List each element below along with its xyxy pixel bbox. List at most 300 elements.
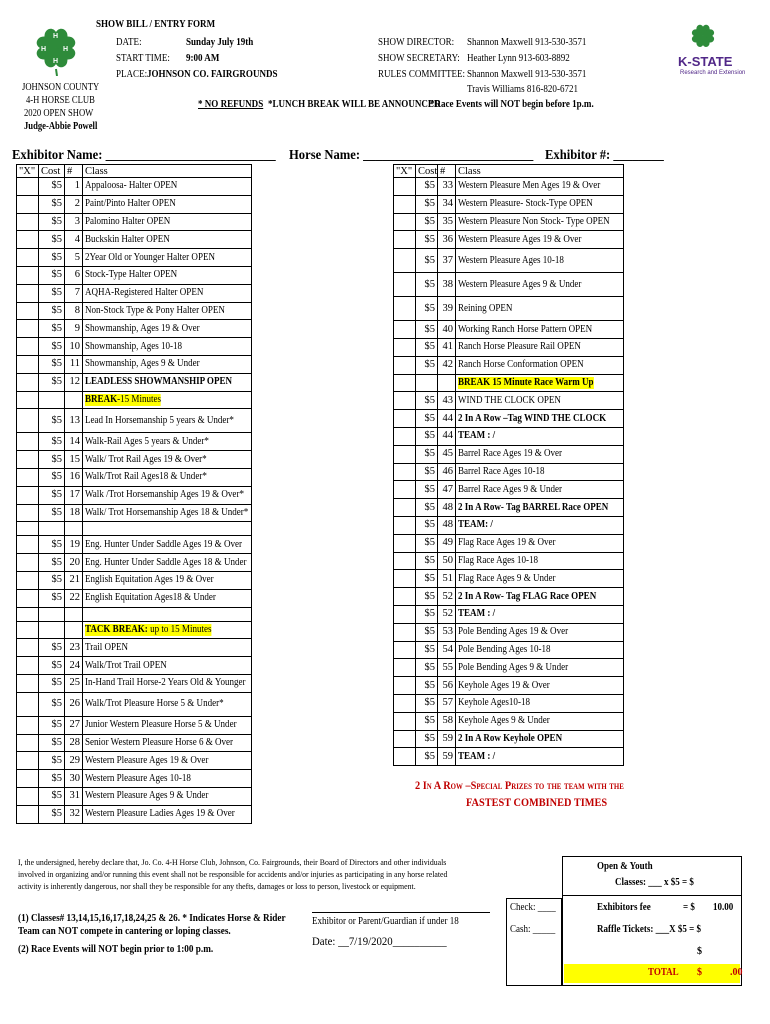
table-row bbox=[394, 605, 624, 623]
class-name bbox=[456, 374, 624, 392]
class-number: 3 bbox=[65, 213, 83, 231]
class-label: TEAM: / bbox=[458, 519, 493, 531]
table-row bbox=[394, 481, 624, 499]
classes-line[interactable]: Classes: ___ x $5 = $ bbox=[615, 877, 694, 888]
entry-checkbox[interactable] bbox=[394, 694, 416, 712]
table-row bbox=[394, 499, 624, 517]
class-cost: $5 bbox=[39, 284, 65, 302]
table-row bbox=[17, 554, 252, 572]
class-label: Eng. Hunter Under Saddle Ages 19 & Over bbox=[85, 538, 242, 550]
class-label: Western Pleasure Ages 9 & Under bbox=[85, 790, 209, 802]
signature-label: Exhibitor or Parent/Guardian if under 18 bbox=[312, 916, 459, 927]
class-cost bbox=[39, 607, 65, 621]
class-cost: $5 bbox=[416, 249, 438, 273]
special-prizes-line-1: 2 In A Row –Special Prizes to the team with the bbox=[415, 778, 624, 792]
entry-checkbox[interactable] bbox=[17, 522, 39, 536]
class-number: 52 bbox=[438, 605, 456, 623]
class-name bbox=[83, 284, 252, 302]
class-name bbox=[456, 552, 624, 570]
table-row bbox=[17, 468, 252, 486]
entry-checkbox[interactable] bbox=[394, 374, 416, 392]
class-name bbox=[456, 463, 624, 481]
entry-checkbox[interactable] bbox=[17, 674, 39, 692]
table-row bbox=[394, 321, 624, 339]
class-cost: $5 bbox=[416, 534, 438, 552]
entry-checkbox[interactable] bbox=[17, 433, 39, 451]
class-number: 13 bbox=[65, 409, 83, 433]
entry-checkbox[interactable] bbox=[17, 284, 39, 302]
table-row bbox=[17, 657, 252, 675]
class-name bbox=[83, 607, 252, 621]
class-cost: $5 bbox=[416, 297, 438, 321]
class-label: WIND THE CLOCK OPEN bbox=[458, 394, 561, 406]
entry-checkbox[interactable] bbox=[17, 320, 39, 338]
class-number: 48 bbox=[438, 516, 456, 534]
class-number: 57 bbox=[438, 694, 456, 712]
class-name bbox=[83, 391, 252, 409]
class-label: BREAK-15 Minutes bbox=[85, 393, 162, 405]
class-name bbox=[83, 674, 252, 692]
entry-checkbox[interactable] bbox=[17, 716, 39, 734]
table-row bbox=[394, 463, 624, 481]
class-name bbox=[456, 213, 624, 231]
class-name bbox=[456, 481, 624, 499]
entry-checkbox[interactable] bbox=[17, 338, 39, 356]
class-name bbox=[456, 730, 624, 748]
entry-checkbox[interactable] bbox=[17, 486, 39, 504]
class-name bbox=[83, 589, 252, 607]
class-cost: $5 bbox=[416, 659, 438, 677]
class-cost: $5 bbox=[39, 805, 65, 823]
class-label: Appaloosa- Halter OPEN bbox=[85, 180, 178, 192]
class-label: Pole Bending Ages 19 & Over bbox=[458, 626, 569, 638]
table-row bbox=[17, 249, 252, 267]
class-label: Eng. Hunter Under Saddle Ages 18 & Under bbox=[85, 556, 247, 568]
class-name bbox=[456, 659, 624, 677]
class-number: 30 bbox=[65, 770, 83, 788]
class-label: Walk/ Trot Rail Ages 19 & Over* bbox=[85, 453, 207, 465]
entry-checkbox[interactable] bbox=[17, 451, 39, 469]
form-title: SHOW BILL / ENTRY FORM bbox=[96, 19, 216, 30]
entry-checkbox[interactable] bbox=[17, 302, 39, 320]
class-cost: $5 bbox=[416, 273, 438, 297]
no-refunds: * NO REFUNDS bbox=[198, 99, 264, 110]
entry-checkbox[interactable] bbox=[17, 554, 39, 572]
rules-value-1: Shannon Maxwell 913-530-3571 bbox=[467, 69, 587, 80]
class-number: 10 bbox=[65, 338, 83, 356]
exhibitors-fee-value: 10.00 bbox=[713, 902, 734, 913]
class-label: Senior Western Pleasure Horse 6 & Over bbox=[85, 736, 234, 748]
entry-checkbox[interactable] bbox=[17, 787, 39, 805]
col-cost-header: Cost bbox=[39, 165, 65, 178]
entry-checkbox[interactable] bbox=[17, 468, 39, 486]
entry-checkbox[interactable] bbox=[17, 589, 39, 607]
entry-checkbox[interactable] bbox=[394, 516, 416, 534]
entry-checkbox[interactable] bbox=[17, 504, 39, 522]
class-label: TACK BREAK: up to 15 Minutes bbox=[85, 623, 212, 635]
entry-checkbox[interactable] bbox=[394, 677, 416, 695]
entry-checkbox[interactable] bbox=[17, 391, 39, 409]
col-num-header: # bbox=[65, 165, 83, 178]
class-cost: $5 bbox=[39, 486, 65, 504]
class-label: 2Year Old or Younger Halter OPEN bbox=[85, 251, 216, 263]
class-name bbox=[83, 451, 252, 469]
entry-checkbox[interactable] bbox=[394, 748, 416, 766]
entry-checkbox[interactable] bbox=[394, 195, 416, 213]
table-row bbox=[394, 195, 624, 213]
class-label: Non-Stock Type & Pony Halter OPEN bbox=[85, 304, 225, 316]
class-cost: $5 bbox=[416, 552, 438, 570]
entry-checkbox[interactable] bbox=[17, 734, 39, 752]
kstate-clover-logo-icon bbox=[686, 22, 720, 52]
raffle-line[interactable]: Raffle Tickets: ___X $5 = $ bbox=[597, 924, 702, 935]
class-number: 6 bbox=[65, 266, 83, 284]
entry-checkbox[interactable] bbox=[17, 266, 39, 284]
class-cost: $5 bbox=[39, 787, 65, 805]
class-label: Paint/Pinto Halter OPEN bbox=[85, 198, 176, 210]
class-cost: $5 bbox=[416, 410, 438, 428]
entry-checkbox[interactable] bbox=[394, 552, 416, 570]
entry-checkbox[interactable] bbox=[17, 355, 39, 373]
class-name bbox=[456, 445, 624, 463]
table-row bbox=[394, 273, 624, 297]
entry-checkbox[interactable] bbox=[394, 231, 416, 249]
class-number: 33 bbox=[438, 178, 456, 196]
class-name bbox=[83, 716, 252, 734]
class-label: 2 In A Row- Tag FLAG Race OPEN bbox=[458, 590, 597, 602]
director-label: SHOW DIRECTOR: bbox=[378, 37, 455, 48]
class-number: 24 bbox=[65, 657, 83, 675]
table-row bbox=[394, 730, 624, 748]
class-label: Western Pleasure Ladies Ages 19 & Over bbox=[85, 808, 235, 820]
table-row bbox=[394, 659, 624, 677]
entry-checkbox[interactable] bbox=[394, 499, 416, 517]
class-label: Buckskin Halter OPEN bbox=[85, 233, 170, 245]
class-number: 39 bbox=[438, 297, 456, 321]
class-number: 5 bbox=[65, 249, 83, 267]
table-row bbox=[17, 674, 252, 692]
class-cost: $5 bbox=[39, 355, 65, 373]
rules-label: RULES COMMITTEE: bbox=[378, 69, 466, 80]
class-cost: $5 bbox=[416, 748, 438, 766]
entry-checkbox[interactable] bbox=[394, 605, 416, 623]
entry-checkbox[interactable] bbox=[394, 392, 416, 410]
entry-checkbox[interactable] bbox=[394, 338, 416, 356]
entry-checkbox[interactable] bbox=[394, 410, 416, 428]
table-row bbox=[394, 677, 624, 695]
class-name bbox=[456, 677, 624, 695]
class-number: 26 bbox=[65, 692, 83, 716]
class-cost: $5 bbox=[416, 499, 438, 517]
class-name bbox=[83, 522, 252, 536]
table-row bbox=[17, 284, 252, 302]
class-name bbox=[456, 712, 624, 730]
class-label: Western Pleasure Ages 9 & Under bbox=[458, 278, 582, 290]
table-row bbox=[394, 445, 624, 463]
class-cost: $5 bbox=[416, 641, 438, 659]
class-label: Western Pleasure Ages 10-18 bbox=[458, 254, 564, 266]
class-label: Junior Western Pleasure Horse 5 & Under bbox=[85, 719, 237, 731]
class-label: English Equitation Ages18 & Under bbox=[85, 592, 216, 604]
entry-checkbox[interactable] bbox=[394, 730, 416, 748]
class-name bbox=[456, 748, 624, 766]
entry-checkbox[interactable] bbox=[17, 607, 39, 621]
entry-checkbox[interactable] bbox=[394, 481, 416, 499]
class-cost: $5 bbox=[39, 554, 65, 572]
entry-checkbox[interactable] bbox=[17, 752, 39, 770]
class-name bbox=[456, 231, 624, 249]
entry-checkbox[interactable] bbox=[394, 213, 416, 231]
class-number: 2 bbox=[65, 195, 83, 213]
class-number bbox=[65, 391, 83, 409]
class-name bbox=[456, 195, 624, 213]
table-row bbox=[394, 410, 624, 428]
class-name bbox=[456, 178, 624, 196]
entry-checkbox[interactable] bbox=[394, 356, 416, 374]
entry-checkbox[interactable] bbox=[17, 805, 39, 823]
class-number bbox=[65, 607, 83, 621]
class-number: 8 bbox=[65, 302, 83, 320]
class-number: 4 bbox=[65, 231, 83, 249]
class-name bbox=[456, 570, 624, 588]
table-row bbox=[17, 621, 252, 639]
entry-checkbox[interactable] bbox=[394, 321, 416, 339]
class-name bbox=[83, 536, 252, 554]
class-cost: $5 bbox=[39, 373, 65, 391]
entry-checkbox[interactable] bbox=[394, 534, 416, 552]
left-class-table bbox=[16, 164, 252, 824]
class-label: Walk /Trot Horsemanship Ages 19 & Over* bbox=[85, 489, 244, 501]
class-name bbox=[83, 770, 252, 788]
entry-checkbox[interactable] bbox=[394, 659, 416, 677]
class-label: Western Pleasure Non Stock- Type OPEN bbox=[458, 215, 610, 227]
table-row bbox=[17, 734, 252, 752]
entry-checkbox[interactable] bbox=[394, 427, 416, 445]
class-cost: $5 bbox=[39, 468, 65, 486]
cash-field[interactable]: Cash: _____ bbox=[510, 924, 556, 935]
class-label: 2 In A Row –Tag WIND THE CLOCK bbox=[458, 412, 607, 424]
table-row bbox=[17, 266, 252, 284]
entry-checkbox[interactable] bbox=[17, 178, 39, 196]
class-number: 58 bbox=[438, 712, 456, 730]
class-label: Keyhole Ages 9 & Under bbox=[458, 715, 550, 727]
entry-checkbox[interactable] bbox=[394, 445, 416, 463]
class-label: 2 In A Row- Tag BARREL Race OPEN bbox=[458, 501, 609, 513]
class-label: Pole Bending Ages 9 & Under bbox=[458, 661, 569, 673]
class-number: 7 bbox=[65, 284, 83, 302]
table-row bbox=[394, 623, 624, 641]
entry-checkbox[interactable] bbox=[17, 536, 39, 554]
svg-text:H: H bbox=[63, 46, 69, 53]
class-number: 40 bbox=[438, 321, 456, 339]
class-cost: $5 bbox=[416, 605, 438, 623]
class-label: TEAM : / bbox=[458, 430, 496, 442]
table-row bbox=[394, 249, 624, 273]
class-name bbox=[456, 249, 624, 273]
club-line-3: 2020 OPEN SHOW bbox=[24, 108, 94, 119]
class-number: 51 bbox=[438, 570, 456, 588]
entry-checkbox[interactable] bbox=[17, 621, 39, 639]
signature-line[interactable] bbox=[312, 912, 490, 913]
entry-checkbox[interactable] bbox=[17, 639, 39, 657]
class-name bbox=[456, 641, 624, 659]
class-name bbox=[83, 486, 252, 504]
class-name bbox=[83, 621, 252, 639]
class-label: Walk-Rail Ages 5 years & Under* bbox=[85, 435, 209, 447]
class-number: 29 bbox=[65, 752, 83, 770]
exhibitor-number-field[interactable]: Exhibitor #: ________ bbox=[545, 148, 664, 163]
date-value: Sunday July 19th bbox=[186, 37, 254, 48]
class-name bbox=[83, 266, 252, 284]
entry-checkbox[interactable] bbox=[394, 712, 416, 730]
class-label: TEAM : / bbox=[458, 608, 496, 620]
check-field[interactable]: Check: ____ bbox=[510, 902, 556, 913]
entry-checkbox[interactable] bbox=[17, 195, 39, 213]
lunch-notice: *LUNCH BREAK WILL BE ANNOUNCED bbox=[268, 99, 441, 110]
class-number: 55 bbox=[438, 659, 456, 677]
table-row bbox=[17, 752, 252, 770]
judge-line: Judge-Abbie Powell bbox=[24, 121, 98, 132]
entry-checkbox[interactable] bbox=[17, 770, 39, 788]
entry-checkbox[interactable] bbox=[394, 641, 416, 659]
exhibitor-name-field[interactable]: Exhibitor Name: ___________________________ bbox=[12, 148, 276, 163]
entry-checkbox[interactable] bbox=[17, 409, 39, 433]
class-label: Ranch Horse Pleasure Rail OPEN bbox=[458, 341, 581, 353]
table-row bbox=[17, 231, 252, 249]
class-label: Western Pleasure Ages 10-18 bbox=[85, 772, 191, 784]
class-number: 21 bbox=[65, 571, 83, 589]
class-label: Western Pleasure Men Ages 19 & Over bbox=[458, 180, 601, 192]
table-row bbox=[17, 504, 252, 522]
total-dollar: $ bbox=[697, 967, 702, 978]
entry-checkbox[interactable] bbox=[394, 273, 416, 297]
class-cost: $5 bbox=[39, 639, 65, 657]
class-number: 35 bbox=[438, 213, 456, 231]
table-row bbox=[17, 391, 252, 409]
class-label: Barrel Race Ages 19 & Over bbox=[458, 448, 563, 460]
class-number: 36 bbox=[438, 231, 456, 249]
entry-checkbox[interactable] bbox=[394, 463, 416, 481]
class-label: Keyhole Ages 19 & Over bbox=[458, 679, 550, 691]
entry-checkbox[interactable] bbox=[17, 692, 39, 716]
class-cost: $5 bbox=[416, 481, 438, 499]
table-row bbox=[17, 522, 252, 536]
class-label: Walk/Trot Rail Ages18 & Under* bbox=[85, 471, 207, 483]
class-number: 23 bbox=[65, 639, 83, 657]
class-cost: $5 bbox=[39, 674, 65, 692]
table-row bbox=[17, 433, 252, 451]
class-name bbox=[456, 356, 624, 374]
class-cost: $5 bbox=[39, 213, 65, 231]
date-label: DATE: bbox=[116, 37, 142, 48]
class-name bbox=[456, 499, 624, 517]
table-row bbox=[394, 356, 624, 374]
table-row bbox=[17, 770, 252, 788]
col-class-header: Class bbox=[456, 165, 624, 178]
entry-checkbox[interactable] bbox=[394, 623, 416, 641]
table-row bbox=[17, 195, 252, 213]
table-row bbox=[394, 588, 624, 606]
class-cost: $5 bbox=[416, 463, 438, 481]
class-name bbox=[456, 338, 624, 356]
class-cost: $5 bbox=[39, 752, 65, 770]
table-row bbox=[394, 213, 624, 231]
class-cost: $5 bbox=[416, 570, 438, 588]
start-time-label: START TIME: bbox=[116, 53, 170, 64]
class-name bbox=[83, 468, 252, 486]
class-cost: $5 bbox=[39, 451, 65, 469]
class-number: 31 bbox=[65, 787, 83, 805]
table-row bbox=[17, 355, 252, 373]
table-row bbox=[17, 451, 252, 469]
liability-waiver: I, the undersigned, hereby declare that, Jo. Co. 4-H Horse Club, Johnson, Co. Fairgrounds, their Board of Directors and other individuals involved in organizing and/or running this event shall not be responsible for accidents and/or injuries as participating in any horse related activity is inherently dangerous, nor shall they be responsible for any thefts, damages or loss to person, livestock or equipment. bbox=[18, 857, 448, 891]
entry-checkbox[interactable] bbox=[394, 249, 416, 273]
class-name bbox=[456, 588, 624, 606]
entry-checkbox[interactable] bbox=[17, 213, 39, 231]
note-1: (1) Classes# 13,14,15,16,17,18,24,25 & 26. * Indicates Horse & Rider Team can NOT compete in cantering or loping classes. bbox=[18, 913, 286, 937]
class-cost: $5 bbox=[39, 734, 65, 752]
class-number: 38 bbox=[438, 273, 456, 297]
class-name bbox=[83, 178, 252, 196]
place-value: JOHNSON CO. FAIRGROUNDS bbox=[147, 69, 278, 80]
entry-checkbox[interactable] bbox=[17, 657, 39, 675]
class-name bbox=[83, 373, 252, 391]
entry-checkbox[interactable] bbox=[17, 373, 39, 391]
class-number: 45 bbox=[438, 445, 456, 463]
class-label: Walk/Trot Trail OPEN bbox=[85, 659, 167, 671]
class-label: Showmanship, Ages 19 & Over bbox=[85, 322, 200, 334]
entry-checkbox[interactable] bbox=[394, 588, 416, 606]
horse-name-field[interactable]: Horse Name: ___________________________ bbox=[289, 148, 534, 163]
entry-checkbox[interactable] bbox=[17, 571, 39, 589]
class-name bbox=[83, 409, 252, 433]
table-row bbox=[394, 748, 624, 766]
class-name bbox=[456, 605, 624, 623]
table-row bbox=[17, 373, 252, 391]
entry-checkbox[interactable] bbox=[394, 570, 416, 588]
exhibitors-fee-eq: = $ bbox=[683, 902, 695, 913]
class-cost: $5 bbox=[416, 677, 438, 695]
class-label: Walk/Trot Pleasure Horse 5 & Under* bbox=[85, 698, 224, 710]
entry-checkbox[interactable] bbox=[17, 249, 39, 267]
note-2: (2) Race Events will NOT begin prior to 1:00 p.m. bbox=[18, 944, 214, 955]
table-row bbox=[17, 716, 252, 734]
totals-divider bbox=[562, 895, 742, 896]
class-name bbox=[456, 321, 624, 339]
class-cost: $5 bbox=[39, 409, 65, 433]
class-number bbox=[65, 522, 83, 536]
class-number: 19 bbox=[65, 536, 83, 554]
class-cost bbox=[39, 391, 65, 409]
class-cost: $5 bbox=[39, 504, 65, 522]
entry-checkbox[interactable] bbox=[394, 297, 416, 321]
class-number: 16 bbox=[65, 468, 83, 486]
class-cost: $5 bbox=[416, 730, 438, 748]
club-line-2: 4-H HORSE CLUB bbox=[26, 95, 95, 106]
signature-date[interactable]: Date: __7/19/2020__________ bbox=[312, 934, 447, 948]
place-label: PLACE: bbox=[116, 69, 148, 80]
class-label: In-Hand Trail Horse-2 Years Old & Younger bbox=[85, 677, 246, 689]
entry-checkbox[interactable] bbox=[17, 231, 39, 249]
entry-checkbox[interactable] bbox=[394, 178, 416, 196]
table-row bbox=[17, 571, 252, 589]
class-label: Flag Race Ages 9 & Under bbox=[458, 572, 556, 584]
svg-text:H: H bbox=[53, 58, 59, 65]
class-number: 22 bbox=[65, 589, 83, 607]
class-cost: $5 bbox=[39, 266, 65, 284]
class-number: 20 bbox=[65, 554, 83, 572]
class-cost: $5 bbox=[39, 231, 65, 249]
